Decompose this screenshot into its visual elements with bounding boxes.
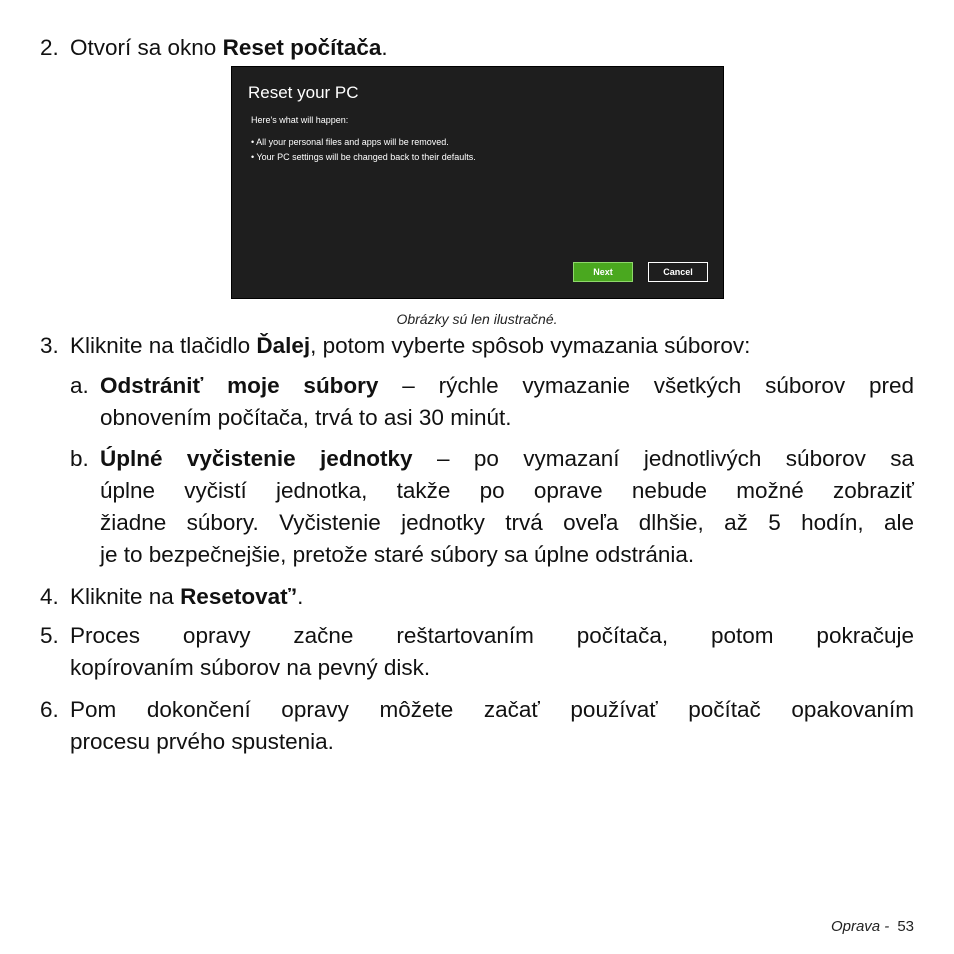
reset-pc-screenshot xyxy=(231,66,724,299)
step-5-line: kopírovaním súborov na pevný disk. xyxy=(70,655,431,680)
image-caption: Obrázky sú len ilustračné. xyxy=(396,311,558,327)
dialog-bullet: • All your personal files and apps will be removed. xyxy=(251,137,449,147)
step-3b-line: je to bezpečnejšie, pretože staré súbory sa úplne odstránia. xyxy=(100,542,695,567)
dialog-bullet: • Your PC settings will be changed back to their defaults. xyxy=(251,152,476,162)
step-number: 2. xyxy=(40,35,59,60)
step-3a-line: Odstrániť moje súbory – rýchle vymazanie všetkých súborov pred xyxy=(100,373,914,398)
cancel-button[interactable]: Cancel xyxy=(648,262,708,282)
dialog-title: Reset your PC xyxy=(248,83,359,102)
step-6-line: Pom dokončení opravy môžete začať používať počítač opakovaním xyxy=(70,697,914,722)
step-3a-line: obnovením počítača, trvá to asi 30 minút. xyxy=(100,405,512,430)
step-number: 6. xyxy=(40,697,59,722)
step-letter: b. xyxy=(70,446,89,471)
step-3b-line: žiadne súbory. Vyčistenie jednotky trvá oveľa dlhšie, až 5 hodín, ale xyxy=(100,510,914,535)
page-footer xyxy=(831,918,914,935)
step-number: 5. xyxy=(40,623,59,648)
step-3b-line: Úplné vyčistenie jednotky – po vymazaní jednotlivých súborov sa xyxy=(100,446,914,471)
step-3-text: Kliknite na tlačidlo Ďalej, potom vyberte spôsob vymazania súborov: xyxy=(70,333,751,358)
step-number: 4. xyxy=(40,584,59,609)
step-3b-line: úplne vyčistí jednotka, takže po oprave nebude možné zobraziť xyxy=(100,478,914,503)
step-6-line: procesu prvého spustenia. xyxy=(70,729,334,754)
step-4-text: Kliknite na Resetovať’. xyxy=(70,584,304,609)
step-number: 3. xyxy=(40,333,59,358)
step-2-text: Otvorí sa okno Reset počítača. xyxy=(70,35,388,60)
page-number: 53 xyxy=(897,918,914,935)
dialog-subtitle: Here's what will happen: xyxy=(251,115,349,125)
step-5-line: Proces opravy začne reštartovaním počítača, potom pokračuje xyxy=(70,623,914,648)
footer-section: Oprava - xyxy=(830,918,890,935)
next-button[interactable]: Next xyxy=(573,262,633,282)
step-letter: a. xyxy=(70,373,89,398)
